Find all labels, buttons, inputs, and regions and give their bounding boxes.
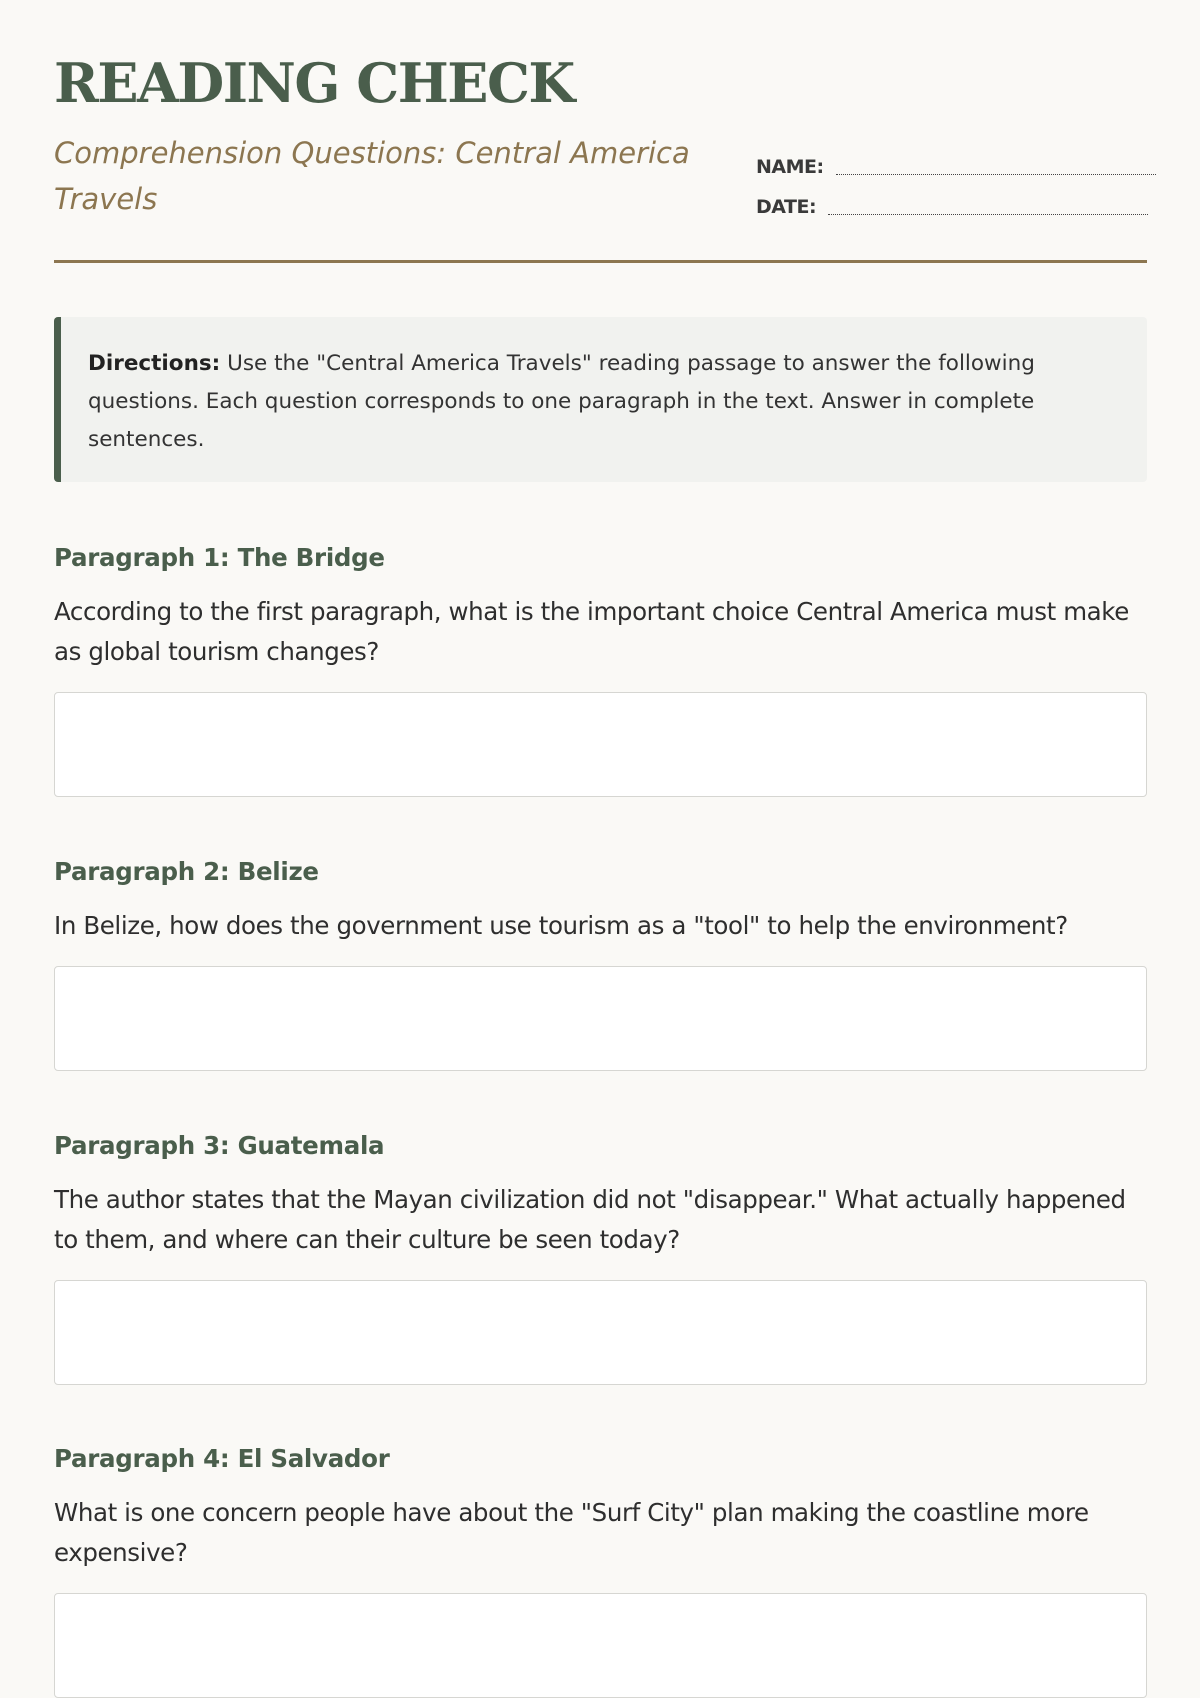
question-1-heading: Paragraph 1: The Bridge: [54, 543, 385, 572]
question-3: [54, 1130, 1147, 1385]
date-field[interactable]: [756, 196, 1148, 218]
question-2-text: In Belize, how does the government use tourism as a "tool" to help the environment?: [54, 911, 1068, 940]
page-subtitle: Comprehension Questions: Central America Travels: [54, 136, 690, 216]
question-3-text: The author states that the Mayan civilization did not "disappear." What actually happened to them, and where can their culture be seen today?: [54, 1185, 1126, 1254]
directions-text: Use the "Central America Travels" reading passage to answer the following questions. Each question corresponds to one paragraph in the text. Answer in complete sentences.: [88, 351, 1035, 452]
question-3-heading: Paragraph 3: Guatemala: [54, 1131, 385, 1160]
worksheet-header: [54, 0, 1147, 262]
question-4: [54, 1443, 1147, 1698]
question-4-heading: Paragraph 4: El Salvador: [54, 1444, 390, 1473]
name-field[interactable]: [756, 156, 1156, 178]
question-2: [54, 856, 1147, 1071]
date-label: DATE:: [756, 196, 817, 218]
page-title: READING CHECK: [54, 51, 574, 115]
date-line[interactable]: [828, 213, 1148, 215]
name-line[interactable]: [836, 173, 1156, 175]
name-label: NAME:: [756, 156, 824, 178]
question-4-text: What is one concern people have about the "Surf City" plan making the coastline more expensive?: [54, 1498, 1089, 1567]
header-divider: [54, 260, 1147, 263]
answer-1-input[interactable]: [54, 692, 1147, 797]
answer-2-input[interactable]: [54, 966, 1147, 1071]
question-1-text: According to the first paragraph, what is the important choice Central America must make as global tourism changes?: [54, 597, 1129, 666]
answer-3-input[interactable]: [54, 1280, 1147, 1385]
directions-box: [54, 317, 1147, 482]
question-2-heading: Paragraph 2: Belize: [54, 857, 319, 886]
question-1: [54, 542, 1147, 797]
worksheet-page: [54, 0, 1147, 1567]
directions-label: Directions:: [88, 351, 221, 376]
answer-4-input[interactable]: [54, 1593, 1147, 1698]
